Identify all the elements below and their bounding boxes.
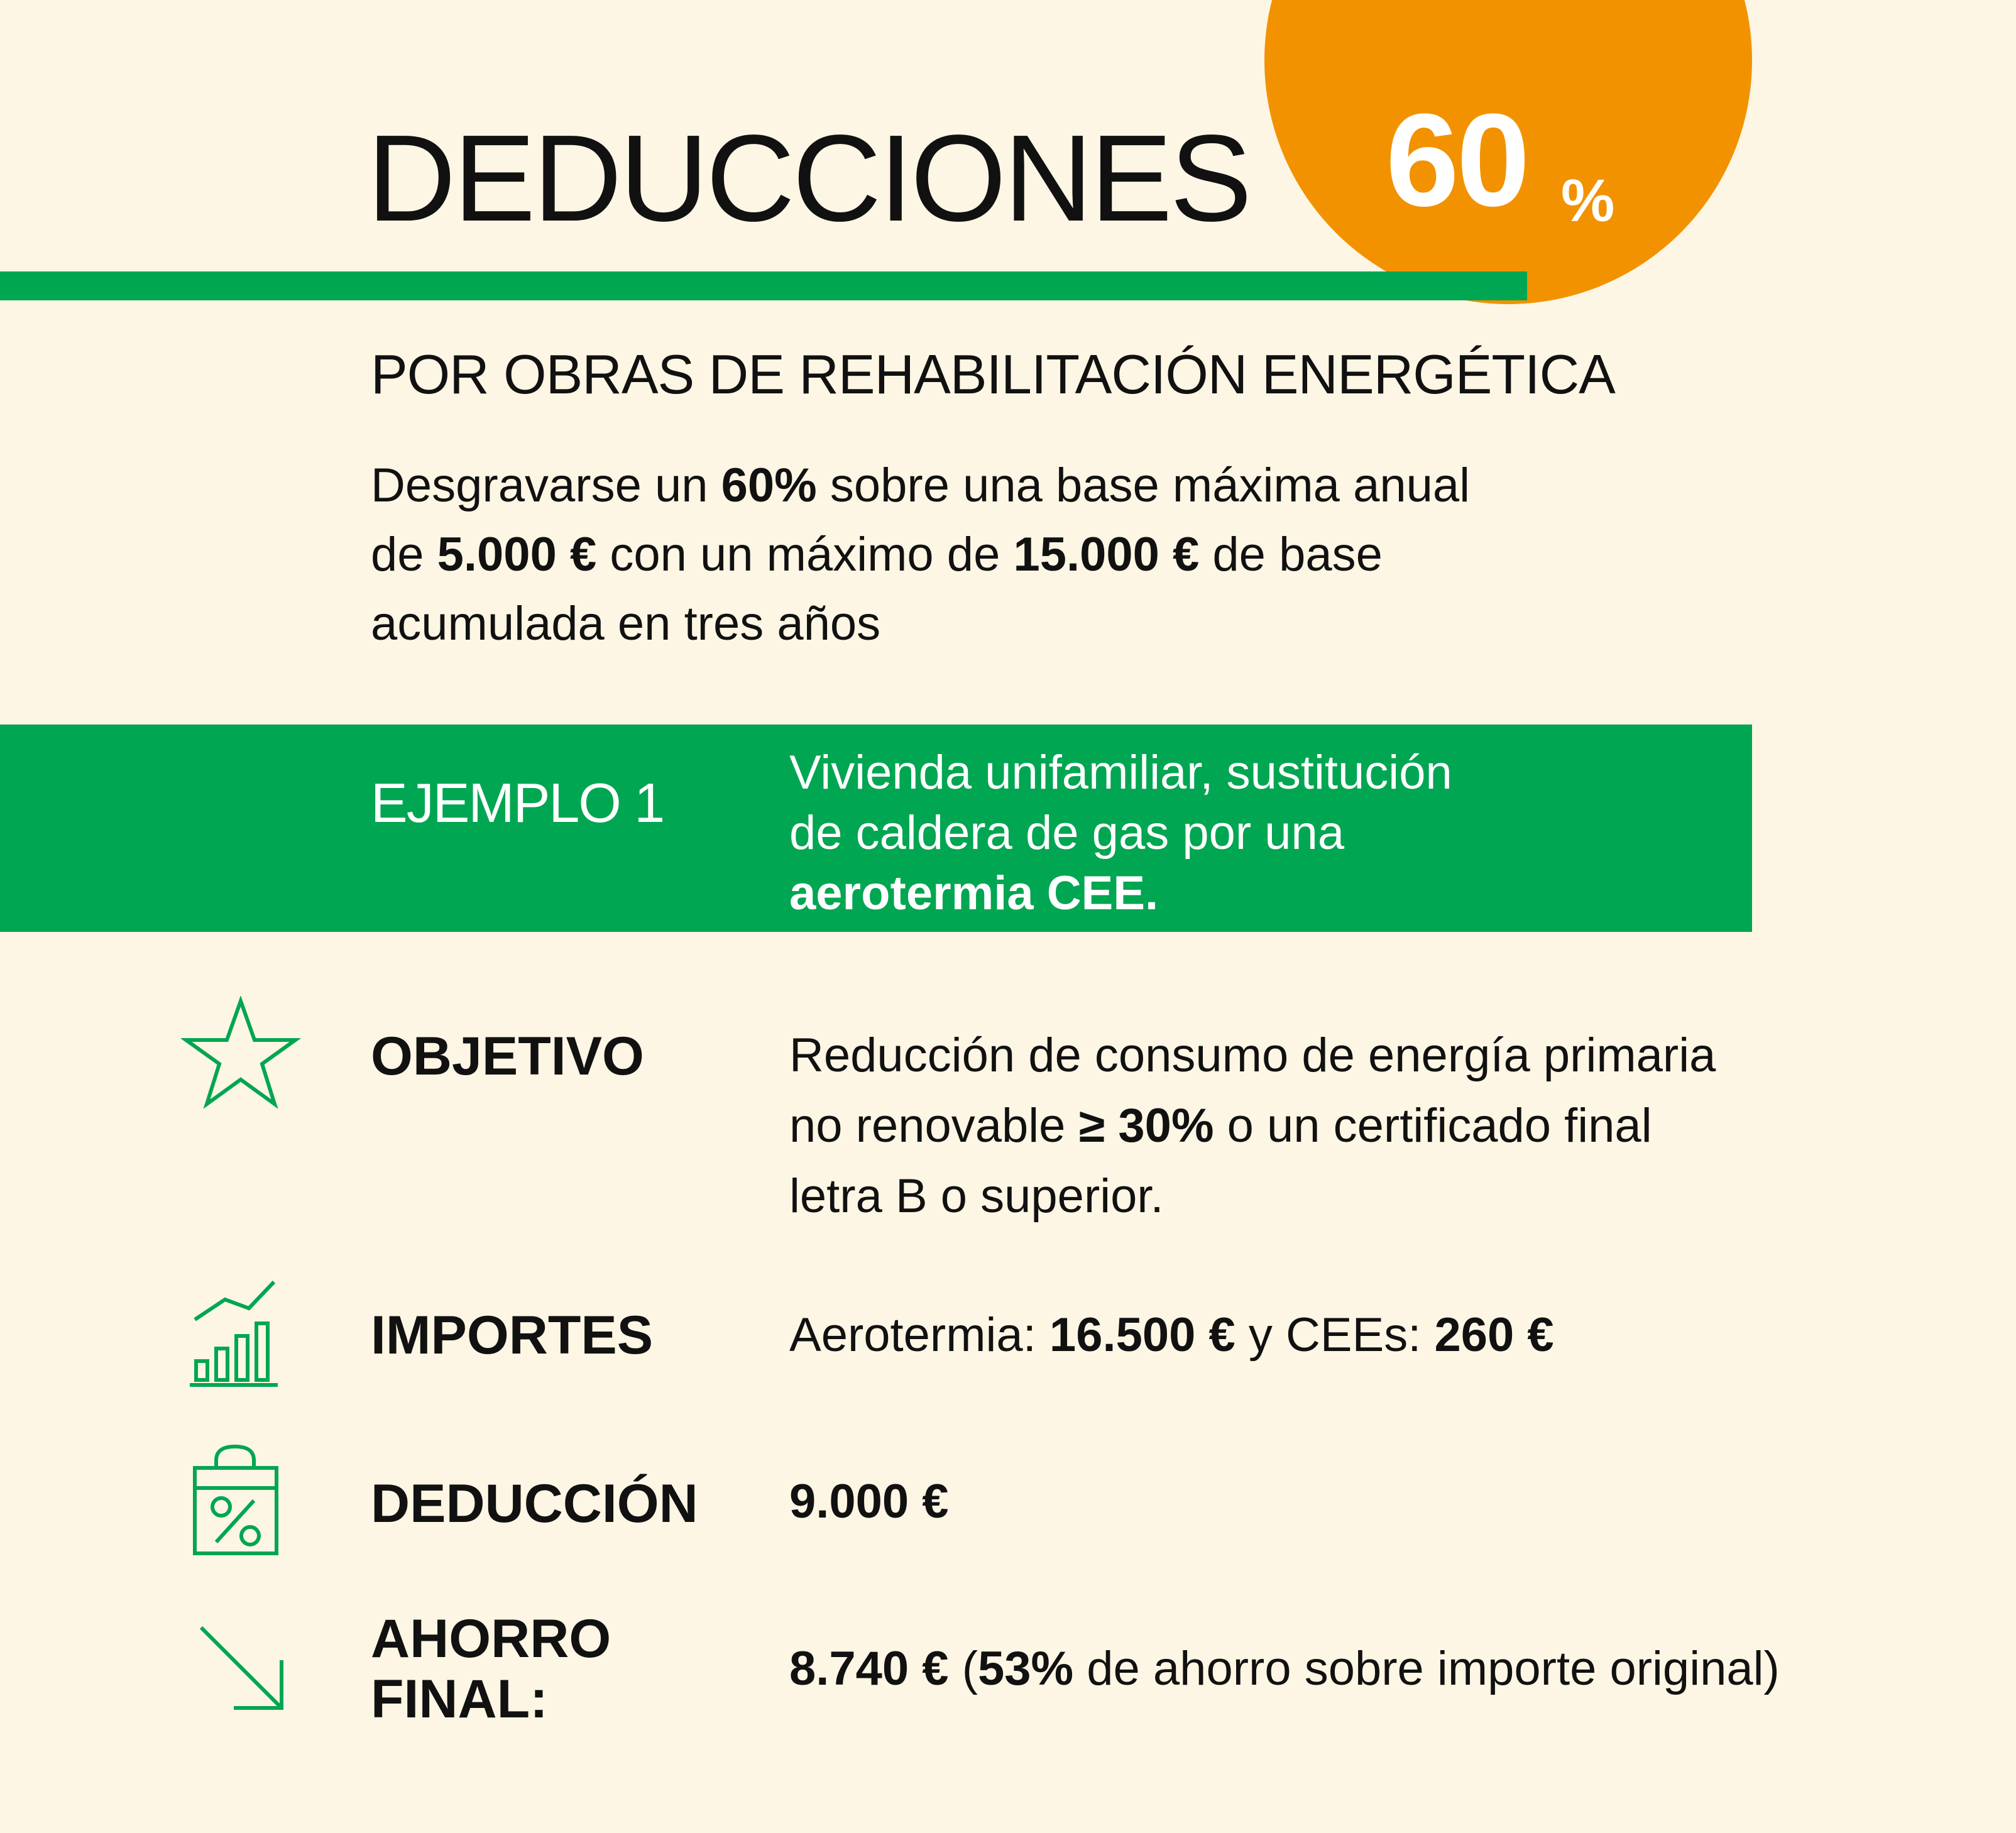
intro-highlight-annual-base: 5.000 € <box>437 528 597 581</box>
importes-text: y CEEs: <box>1235 1308 1435 1362</box>
objetivo-label: OBJETIVO <box>371 1026 644 1086</box>
example-description-line: de caldera de gas por una <box>789 806 1345 860</box>
intro-highlight-max-base: 15.000 € <box>1013 528 1200 581</box>
importes-text: Aerotermia: <box>789 1308 1049 1362</box>
page-subtitle: POR OBRAS DE REHABILITACIÓN ENERGÉTICA <box>371 343 1615 405</box>
objetivo-text: letra B o superior. <box>789 1169 1164 1223</box>
objetivo-value <box>789 1020 1920 1232</box>
ahorro-text: de ahorro sobre importe original) <box>1073 1642 1780 1695</box>
ahorro-percent: 53% <box>978 1642 1074 1695</box>
intro-text: sobre una base máxima anual <box>816 459 1471 512</box>
example-description-highlight: aerotermia CEE. <box>789 867 1159 920</box>
shopping-bag-percent-icon <box>189 1444 283 1557</box>
intro-text: de <box>371 528 437 581</box>
badge-percentage-number: 60 <box>1386 86 1528 234</box>
ahorro-label-line: AHORRO <box>371 1609 611 1669</box>
example-description-line: Vivienda unifamiliar, sustitución <box>789 746 1452 799</box>
intro-text: Desgravarse un <box>371 459 721 512</box>
importes-value <box>789 1300 1920 1371</box>
bar-chart-growth-icon <box>186 1276 287 1389</box>
objetivo-highlight: ≥ 30% <box>1078 1099 1214 1152</box>
importes-cees-amount: 260 € <box>1434 1308 1554 1362</box>
title-divider <box>0 271 1527 300</box>
ahorro-value <box>789 1634 1983 1704</box>
ahorro-text: ( <box>948 1642 978 1695</box>
importes-aerotermia-amount: 16.500 € <box>1049 1308 1235 1362</box>
example-label: EJEMPLO 1 <box>371 772 664 834</box>
importes-label: IMPORTES <box>371 1305 654 1365</box>
intro-text: con un máximo de <box>596 528 1014 581</box>
page-title: DEDUCCIONES <box>367 109 1250 247</box>
badge-percentage-symbol: % <box>1561 167 1615 234</box>
arrow-down-right-icon <box>195 1621 289 1715</box>
ahorro-label <box>371 1609 611 1729</box>
deduccion-label: DEDUCCIÓN <box>371 1474 698 1534</box>
ahorro-label-line: FINAL: <box>371 1669 548 1729</box>
intro-text: de base <box>1199 528 1383 581</box>
intro-paragraph <box>371 451 1628 659</box>
intro-text: acumulada en tres años <box>371 597 881 650</box>
objetivo-text: Reducción de consumo de energía primaria <box>789 1029 1716 1082</box>
objetivo-text: o un certificado final <box>1213 1099 1652 1152</box>
example-description <box>789 743 1701 924</box>
star-icon <box>181 996 300 1109</box>
intro-highlight-percent: 60% <box>721 459 817 512</box>
objetivo-text: no renovable <box>789 1099 1079 1152</box>
ahorro-amount: 8.740 € <box>789 1642 949 1695</box>
deduccion-value: 9.000 € <box>789 1475 949 1528</box>
